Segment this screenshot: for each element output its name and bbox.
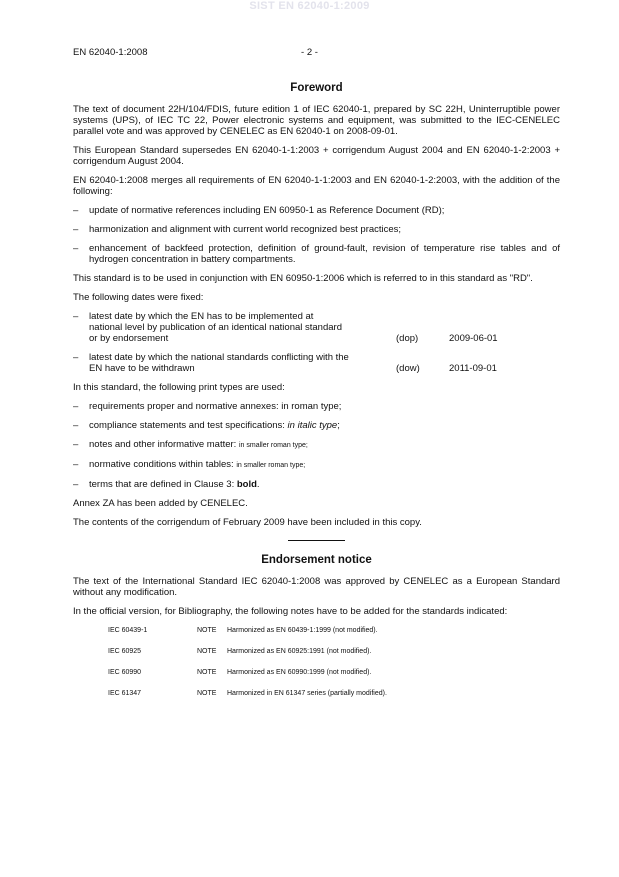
foreword-paragraph: EN 62040-1:2008 merges all requirements of EN 62040-1-1:2003 and EN 62040-1-2:2003, with the addition of the following: — [73, 175, 560, 197]
endorsement-title: Endorsement notice — [261, 554, 372, 566]
note-label: NOTE — [197, 669, 217, 676]
foreword-paragraph: This standard is to be used in conjunction with EN 60950-1:2006 which is referred to in this standard as "RD". — [73, 273, 533, 284]
small-type-sample: in smaller roman type; — [236, 462, 306, 469]
section-separator — [288, 540, 345, 541]
list-item-text: harmonization and alignment with current world recognized best practices; — [89, 224, 402, 235]
list-item-text: compliance statements and test specifications: — [89, 420, 288, 431]
foreword-paragraph: The contents of the corrigendum of February 2009 have been included in this copy. — [73, 517, 422, 528]
list-item: – notes and other informative matter: in smaller roman type; — [73, 439, 308, 450]
date-abbr: (dow) — [396, 363, 420, 374]
list-item-text: normative conditions within tables: — [89, 459, 237, 470]
note-label: NOTE — [197, 627, 217, 634]
foreword-paragraph: This European Standard supersedes EN 62040-1-1:2003 + corrigendum August 2004 and EN 62040-1-2:2003 + corrigendum August 2004. — [73, 145, 560, 167]
foreword-paragraph: The following dates were fixed: — [73, 292, 204, 303]
foreword-paragraph: The text of document 22H/104/FDIS, future edition 1 of IEC 62040-1, prepared by SC 22H, Uninterruptible power systems (UPS), of IEC TC 22, Power electronic systems and equipment, was submitted to the IEC-CENELEC parallel vote and was approved by CENELEC as EN 62040-1 on 2008-09-01. — [73, 104, 560, 137]
note-text: Harmonized in EN 61347 series (partially modified). — [227, 690, 387, 697]
note-label: NOTE — [197, 690, 217, 697]
note-row — [73, 646, 560, 657]
header-doc-id: EN 62040-1:2008 — [73, 47, 148, 58]
note-text: Harmonized as EN 60990:1999 (not modified). — [227, 669, 372, 676]
watermark: SIST EN 62040-1:2009 — [249, 0, 370, 12]
list-item-text: notes and other informative matter: — [89, 439, 239, 450]
bold-sample: bold — [236, 479, 257, 490]
date-abbr: (dop) — [396, 333, 419, 344]
list-item-text: requirements proper and normative annexes: in roman type; — [89, 401, 342, 412]
endorsement-paragraph: In the official version, for Bibliography, the following notes have to be added for the standards indicated: — [73, 606, 508, 617]
endorsement-paragraph: The text of the International Standard IEC 62040-1:2008 was approved by CENELEC as a European Standard without any modification. — [73, 576, 560, 598]
foreword-title: Foreword — [290, 82, 343, 94]
list-item-suffix: . — [256, 479, 260, 490]
date-item-text: latest date by which the national standards conflicting with the EN have to be withdrawn — [89, 352, 349, 374]
foreword-paragraph: In this standard, the following print types are used: — [73, 382, 285, 393]
list-item-text: terms that are defined in Clause 3: — [89, 479, 237, 490]
header-page-number: - 2 - — [301, 47, 318, 58]
date-item-text: latest date by which the EN has to be implemented at national level by publication of an identical national standard or by endorsement — [89, 311, 342, 344]
list-item: – compliance statements and test specifications: in italic type; — [73, 420, 340, 431]
list-item-text: update of normative references including EN 60950-1 as Reference Document (RD); — [89, 205, 445, 216]
note-standard: IEC 60925 — [108, 648, 142, 655]
note-standard: IEC 61347 — [108, 690, 142, 697]
foreword-paragraph: Annex ZA has been added by CENELEC. — [73, 498, 248, 509]
note-row — [73, 667, 560, 678]
date-value: 2009-06-01 — [449, 333, 498, 344]
note-text: Harmonized as EN 60439-1:1999 (not modified). — [227, 627, 378, 634]
note-standard: IEC 60990 — [108, 669, 142, 676]
document-body — [73, 83, 560, 709]
list-item: – harmonization and alignment with current world recognized best practices; — [73, 224, 402, 235]
note-label: NOTE — [197, 648, 217, 655]
small-type-sample: in smaller roman type; — [238, 442, 308, 449]
date-item: – latest date by which the EN has to be implemented at national level by publication of an identical national standard or by endorsement (dop) 2009-06-01 — [73, 311, 498, 344]
list-item: – enhancement of backfeed protection, definition of ground-fault, revision of temperature rise tables and of hydrogen concentration in battery compartments. — [73, 243, 560, 265]
date-value: 2011-09-01 — [449, 363, 497, 374]
date-item: – latest date by which the national standards conflicting with the EN have to be withdrawn (dow) 2011-09-01 — [73, 352, 497, 374]
list-item: – normative conditions within tables: in smaller roman type; — [73, 459, 306, 470]
note-text: Harmonized as EN 60925:1991 (not modified). — [227, 648, 372, 655]
list-item: – terms that are defined in Clause 3: bold. — [73, 479, 260, 490]
note-row — [73, 688, 560, 699]
italic-sample: in italic type — [287, 420, 338, 431]
note-standard: IEC 60439-1 — [108, 627, 148, 634]
note-row — [73, 625, 560, 636]
list-item-suffix: ; — [337, 420, 340, 431]
list-item: – requirements proper and normative annexes: in roman type; — [73, 401, 342, 412]
list-item-text: enhancement of backfeed protection, definition of ground-fault, revision of temperature rise tables and of hydrogen concentration in battery compartments. — [89, 243, 560, 265]
list-item: – update of normative references including EN 60950-1 as Reference Document (RD); — [73, 205, 445, 216]
